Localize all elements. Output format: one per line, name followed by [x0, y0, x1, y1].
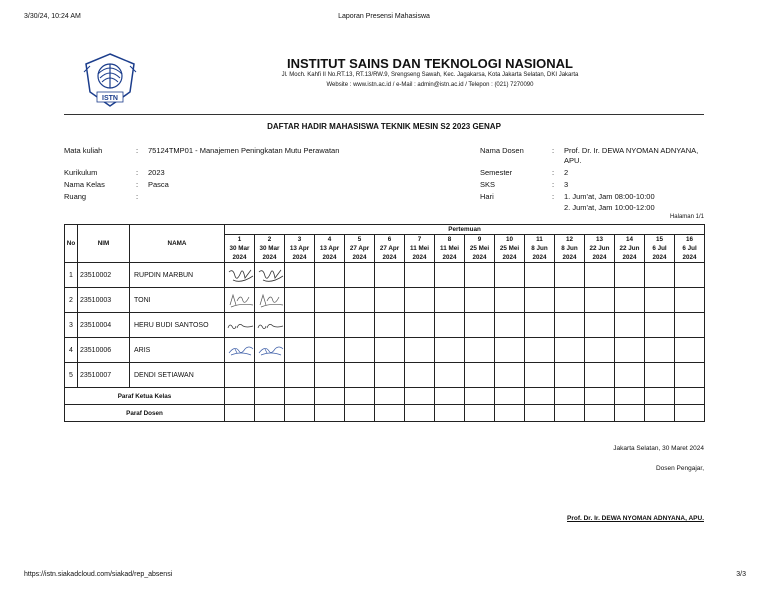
meeting-header-date: 13 Apr	[319, 245, 340, 252]
col-header-no: No	[65, 225, 78, 263]
attendance-cell	[315, 263, 345, 288]
signature-icon	[225, 266, 254, 286]
student-nim: 23510006	[78, 338, 130, 363]
lecturer-role: Dosen Pengajar,	[655, 465, 704, 472]
col-header-nim: NIM	[78, 225, 130, 263]
meeting-header-date: 8 Jun	[531, 245, 548, 252]
attendance-cell	[675, 263, 705, 288]
info-colon: :	[552, 146, 555, 155]
row-number: 5	[65, 363, 78, 388]
info-label-ruang: Ruang	[64, 192, 87, 201]
meeting-header-number: 15	[655, 236, 663, 243]
attendance-cell	[525, 338, 555, 363]
attendance-cell	[675, 313, 705, 338]
meeting-header-6	[375, 235, 405, 263]
meeting-header-date: 11 Mei	[440, 245, 459, 252]
info-value-nama-kelas: Pasca	[148, 180, 169, 189]
meeting-header-year: 2024	[352, 254, 367, 261]
attendance-cell	[345, 263, 375, 288]
lecturer-name: Prof. Dr. Ir. DEWA NYOMAN ADNYANA, APU.	[567, 515, 704, 522]
attendance-cell	[525, 313, 555, 338]
header-divider	[64, 114, 704, 115]
row-number: 3	[65, 313, 78, 338]
attendance-cell	[615, 363, 645, 388]
meeting-header-number: 2	[267, 236, 272, 243]
attendance-cell	[465, 338, 495, 363]
attendance-cell	[225, 263, 255, 288]
attendance-cell	[585, 313, 615, 338]
meeting-header-number: 7	[417, 236, 422, 243]
paraf-dosen-row	[65, 405, 705, 422]
meeting-header-date: 30 Mar	[259, 245, 280, 252]
meeting-header-year: 2024	[502, 254, 517, 261]
meeting-header-year: 2024	[232, 254, 247, 261]
attendance-cell	[525, 263, 555, 288]
attendance-cell	[315, 338, 345, 363]
meeting-header-date: 8 Jun	[561, 245, 578, 252]
attendance-cell	[285, 338, 315, 363]
info-label-nama-kelas: Nama Kelas	[64, 180, 105, 189]
info-colon: :	[136, 168, 139, 177]
info-value-hari-1: 1. Jum'at, Jam 08:00-10:00	[564, 192, 655, 201]
attendance-cell	[495, 288, 525, 313]
attendance-cell	[345, 288, 375, 313]
institution-address: Jl. Moch. Kahfi II No.RT.13, RT.13/RW.9, Srengseng Sawah, Kec. Jagakarsa, Kota Jakarta Selatan, DKI Jakarta	[281, 72, 579, 78]
attendance-cell	[435, 263, 465, 288]
info-label-dosen: Nama Dosen	[480, 146, 524, 155]
attendance-cell	[285, 263, 315, 288]
meeting-header-16	[675, 235, 705, 263]
meeting-header-7	[405, 235, 435, 263]
attendance-cell	[525, 363, 555, 388]
attendance-cell	[465, 263, 495, 288]
attendance-cell	[255, 338, 285, 363]
signature-icon	[255, 316, 284, 336]
attendance-cell	[375, 313, 405, 338]
attendance-cell	[645, 263, 675, 288]
student-name: TONI	[130, 288, 225, 313]
meeting-header-date: 25 Mei	[469, 245, 490, 252]
attendance-cell	[585, 363, 615, 388]
attendance-cell	[465, 288, 495, 313]
meeting-header-year: 2024	[652, 254, 667, 261]
logo-text: ISTN	[102, 95, 118, 102]
meeting-header-year: 2024	[322, 254, 337, 261]
attendance-cell	[405, 338, 435, 363]
meeting-header-number: 4	[327, 236, 332, 243]
info-label-sks: SKS	[480, 180, 496, 189]
student-nim: 23510004	[78, 313, 130, 338]
info-colon: :	[136, 192, 139, 201]
attendance-cell	[285, 313, 315, 338]
attendance-cell	[225, 338, 255, 363]
attendance-cell	[255, 363, 285, 388]
meeting-header-date: 6 Jul	[652, 245, 667, 252]
attendance-cell	[405, 313, 435, 338]
attendance-cell	[555, 338, 585, 363]
info-value-dosen-cont: APU.	[564, 156, 582, 165]
table-row	[65, 313, 705, 338]
meeting-header-date: 25 Mei	[499, 245, 520, 252]
meeting-header-number: 9	[477, 236, 482, 243]
attendance-cell	[465, 313, 495, 338]
attendance-cell	[225, 313, 255, 338]
meeting-header-number: 6	[387, 236, 392, 243]
meeting-header-number: 14	[625, 236, 633, 243]
info-label-hari: Hari	[480, 192, 494, 201]
signature-icon	[255, 341, 284, 361]
row-number: 4	[65, 338, 78, 363]
meeting-header-date: 13 Apr	[289, 245, 310, 252]
place-date: Jakarta Selatan, 30 Maret 2024	[613, 445, 704, 452]
attendance-cell	[345, 313, 375, 338]
info-value-mata-kuliah: 75124TMP01 - Manajemen Peningkatan Mutu Perawatan	[148, 146, 340, 155]
meeting-header-year: 2024	[472, 254, 487, 261]
info-label-semester: Semester	[480, 168, 513, 177]
meeting-header-11	[525, 235, 555, 263]
meeting-header-1	[225, 235, 255, 263]
info-colon: :	[552, 192, 555, 201]
meeting-header-year: 2024	[412, 254, 427, 261]
meeting-header-number: 5	[357, 236, 362, 243]
meeting-header-number: 11	[536, 236, 543, 243]
attendance-cell	[375, 263, 405, 288]
meeting-header-date: 27 Apr	[349, 245, 370, 252]
info-label: Mata kuliah	[64, 146, 103, 155]
attendance-cell	[435, 288, 465, 313]
attendance-cell	[285, 288, 315, 313]
attendance-cell	[615, 313, 645, 338]
attendance-cell	[435, 313, 465, 338]
meeting-header-year: 2024	[292, 254, 307, 261]
institution-contact: Website : www.istn.ac.id / e-Mail : admin@istn.ac.id / Telepon : (021) 7270090	[326, 82, 534, 88]
student-name: ARIS	[130, 338, 225, 363]
meeting-header-13	[585, 235, 615, 263]
student-name: HERU BUDI SANTOSO	[130, 313, 225, 338]
meeting-header-date: 6 Jul	[682, 245, 697, 252]
signature-icon	[225, 291, 254, 311]
meeting-header-10	[495, 235, 525, 263]
signature-icon	[255, 291, 284, 311]
meeting-header-4	[315, 235, 345, 263]
info-colon: :	[136, 146, 139, 155]
attendance-cell	[675, 363, 705, 388]
attendance-cell	[465, 363, 495, 388]
meeting-header-number: 3	[297, 236, 302, 243]
istn-logo-icon	[78, 52, 142, 110]
attendance-cell	[585, 288, 615, 313]
attendance-cell	[345, 363, 375, 388]
attendance-cell	[615, 338, 645, 363]
meeting-header-date: 11 Mei	[410, 245, 429, 252]
attendance-cell	[315, 288, 345, 313]
student-rows	[65, 263, 705, 388]
table-row	[65, 263, 705, 288]
meeting-header-year: 2024	[682, 254, 697, 261]
table-row	[65, 338, 705, 363]
print-page-number: 3/3	[736, 571, 746, 578]
meeting-header-number: 10	[505, 236, 513, 243]
attendance-cell	[255, 263, 285, 288]
attendance-cell	[435, 338, 465, 363]
meeting-header-15	[645, 235, 675, 263]
attendance-cell	[435, 363, 465, 388]
print-datetime: 3/30/24, 10:24 AM	[24, 13, 81, 20]
attendance-cell	[555, 263, 585, 288]
attendance-cell	[375, 338, 405, 363]
meeting-header-year: 2024	[562, 254, 577, 261]
info-label-kurikulum: Kurikulum	[64, 168, 98, 177]
print-title: Laporan Presensi Mahasiswa	[338, 13, 430, 20]
meeting-header-3	[285, 235, 315, 263]
signature-icon	[255, 266, 284, 286]
meeting-header-number: 8	[447, 236, 452, 243]
document-title: DAFTAR HADIR MAHASISWA TEKNIK MESIN S2 2023 GENAP	[267, 122, 501, 131]
student-nim: 23510003	[78, 288, 130, 313]
meeting-header-9	[465, 235, 495, 263]
meeting-header-year: 2024	[532, 254, 547, 261]
meeting-header-year: 2024	[262, 254, 277, 261]
meeting-header-year: 2024	[382, 254, 397, 261]
paraf-ketua-label: Paraf Ketua Kelas	[65, 388, 225, 405]
meeting-header-8	[435, 235, 465, 263]
meeting-header-number: 16	[686, 236, 694, 243]
info-colon: :	[552, 168, 555, 177]
col-header-pertemuan: Pertemuan	[225, 225, 705, 235]
attendance-cell	[225, 363, 255, 388]
print-url: https://istn.siakadcloud.com/siakad/rep_absensi	[24, 571, 173, 578]
meeting-header-5	[345, 235, 375, 263]
signature-icon	[225, 341, 254, 361]
attendance-cell	[675, 338, 705, 363]
attendance-cell	[375, 288, 405, 313]
meeting-header-year: 2024	[622, 254, 637, 261]
info-value-kurikulum: 2023	[148, 168, 165, 177]
attendance-cell	[555, 363, 585, 388]
attendance-cell	[645, 313, 675, 338]
info-value-hari-2: 2. Jum'at, Jam 10:00-12:00	[564, 203, 655, 212]
attendance-cell	[645, 363, 675, 388]
info-colon: :	[136, 180, 139, 189]
paraf-ketua-row	[65, 388, 705, 405]
meeting-header-date: 22 Jun	[619, 245, 640, 252]
attendance-cell	[675, 288, 705, 313]
info-mata-kuliah	[64, 146, 102, 155]
student-name: DENDI SETIAWAN	[130, 363, 225, 388]
attendance-cell	[525, 288, 555, 313]
meeting-header-number: 13	[595, 236, 603, 243]
meeting-header-date: 30 Mar	[229, 245, 250, 252]
attendance-cell	[345, 338, 375, 363]
attendance-cell	[555, 288, 585, 313]
info-value-semester: 2	[564, 168, 569, 177]
table-row	[65, 288, 705, 313]
meeting-header-date: 27 Apr	[379, 245, 400, 252]
info-colon: :	[552, 180, 555, 189]
meeting-header-12	[555, 235, 585, 263]
attendance-cell	[615, 263, 645, 288]
attendance-cell	[585, 263, 615, 288]
info-value-sks: 3	[564, 180, 569, 189]
attendance-cell	[645, 338, 675, 363]
page-indicator: Halaman 1/1	[669, 214, 704, 220]
meeting-header-number: 12	[565, 236, 573, 243]
table-row	[65, 363, 705, 388]
attendance-cell	[285, 363, 315, 388]
attendance-cell	[495, 338, 525, 363]
meeting-header-2	[255, 235, 285, 263]
attendance-cell	[315, 313, 345, 338]
attendance-cell	[405, 263, 435, 288]
meeting-header-14	[615, 235, 645, 263]
attendance-cell	[255, 288, 285, 313]
paraf-dosen-label: Paraf Dosen	[65, 405, 225, 422]
student-nim: 23510007	[78, 363, 130, 388]
attendance-cell	[225, 288, 255, 313]
signature-icon	[225, 316, 254, 336]
attendance-cell	[405, 288, 435, 313]
attendance-cell	[495, 363, 525, 388]
row-number: 2	[65, 288, 78, 313]
meeting-header-year: 2024	[592, 254, 607, 261]
attendance-cell	[615, 288, 645, 313]
meeting-header-date: 22 Jun	[589, 245, 610, 252]
attendance-cell	[375, 363, 405, 388]
attendance-cell	[495, 313, 525, 338]
info-value-dosen: Prof. Dr. Ir. DEWA NYOMAN ADNYANA,	[564, 146, 699, 155]
attendance-cell	[255, 313, 285, 338]
institution-name: INSTITUT SAINS DAN TEKNOLOGI NASIONAL	[287, 56, 573, 71]
attendance-cell	[495, 263, 525, 288]
attendance-cell	[315, 363, 345, 388]
student-nim: 23510002	[78, 263, 130, 288]
row-number: 1	[65, 263, 78, 288]
meeting-header-year: 2024	[442, 254, 457, 261]
attendance-cell	[585, 338, 615, 363]
attendance-cell	[555, 313, 585, 338]
student-name: RUPDIN MARBUN	[130, 263, 225, 288]
attendance-table	[64, 224, 705, 422]
col-header-nama: NAMA	[130, 225, 225, 263]
attendance-cell	[405, 363, 435, 388]
attendance-cell	[645, 288, 675, 313]
meeting-header-number: 1	[237, 236, 242, 243]
